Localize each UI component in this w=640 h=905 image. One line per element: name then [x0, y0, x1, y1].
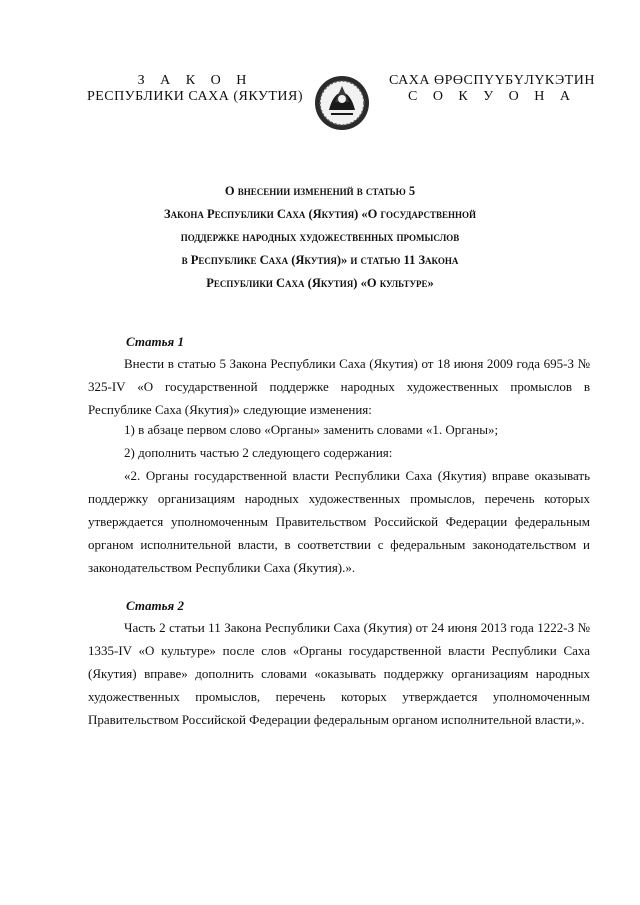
law-title-line: в Республике Саха (Якутия)» и статью 11 Закона — [181, 253, 459, 267]
law-title — [60, 180, 580, 295]
law-title-line: О внесении изменений в статью 5 — [224, 184, 416, 198]
article-2-text: Часть 2 статьи 11 Закона Республики Саха (Якутия) от 24 июня 2013 года 1222-З № 1335-IV «О культуре» после слов «Органы государственной власти Республики Саха (Якутия) вправе» дополнить словами «оказывать поддержку организациям народных художественных промыслов, перечень которых утверждается уполномоченным Правительством Российской Федерации федеральным органом исполнительной власти,». — [88, 620, 590, 727]
article-1-quote: «2. Органы государственной власти Республики Саха (Якутия) вправе оказывать поддержку организациям народных художественных промыслов, перечень которых утверждается уполномоченным Правительством Российской Федерации федеральным органом исполнительной власти, в соответствии с федеральным законодательством и законодательством Республики Саха (Якутия).». — [88, 468, 590, 575]
coat-of-arms-emblem-icon — [313, 72, 371, 134]
header-left — [60, 73, 330, 105]
article-1-intro: Внести в статью 5 Закона Республики Саха (Якутия) от 18 июня 2009 года 695-З № 325-IV «О государственной поддержке народных художественных промыслов в Республике Саха (Якутия)» следующие изменения: — [88, 356, 590, 417]
header-right — [372, 73, 612, 105]
law-title-line: Республики Саха (Якутия) «О культуре» — [206, 276, 434, 290]
header-left-subtitle: РЕСПУБЛИКИ САХА (ЯКУТИЯ) — [86, 89, 304, 104]
law-title-line: Закона Республики Саха (Якутия) «О государственной — [163, 207, 477, 221]
article-1-item-2: 2) дополнить частью 2 следующего содержания: — [124, 445, 393, 460]
header-right-subtitle: С О К У О Н А — [407, 89, 577, 104]
header-right-title: САХА ӨРӨСПYYБYЛYКЭТИН — [389, 73, 595, 88]
header-left-title: З А К О Н — [137, 73, 253, 88]
article-2-heading: Статья 2 — [126, 598, 184, 613]
article-1-heading: Статья 1 — [126, 334, 184, 349]
article-1-item-1: 1) в абзаце первом слово «Органы» заменить словами «1. Органы»; — [124, 422, 499, 437]
law-title-line: поддержке народных художественных промыслов — [180, 230, 460, 244]
